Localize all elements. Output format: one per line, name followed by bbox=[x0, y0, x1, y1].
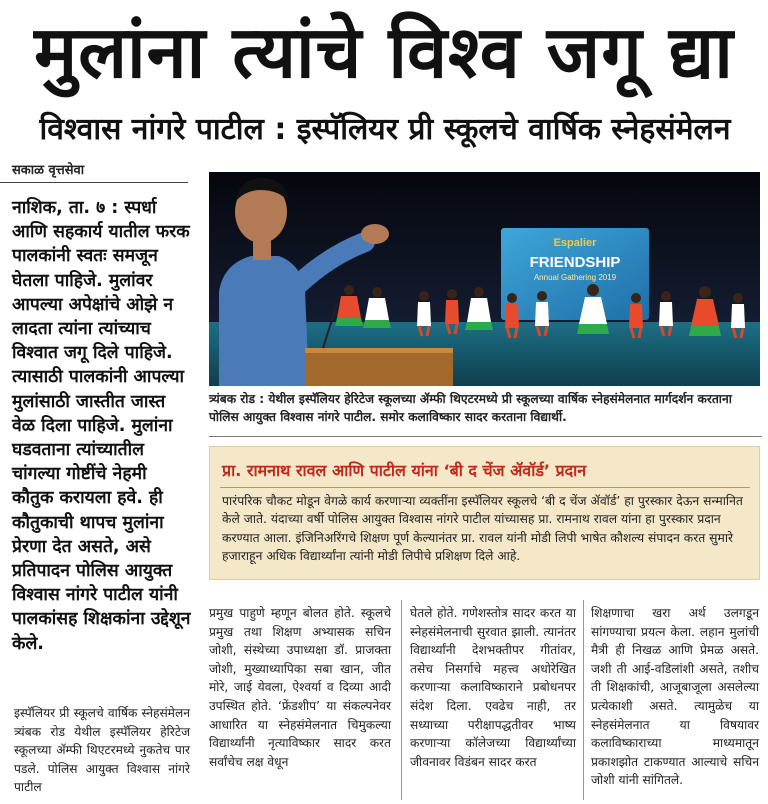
award-box bbox=[209, 446, 760, 580]
banner-logo: Espalier bbox=[553, 237, 597, 249]
award-box-text: पारंपरिक चौकट मोडून वेगळे कार्य करणाऱ्या व्यक्तींना इस्पॅलियर स्कूलचे ‘बी द चेंज ॲवॉर्ड’ हा पुरस्कार देऊन सन्मानित केले जाते. यंदाच्या वर्षी पोलिस आयुक्त विश्‍वास नांगरे पाटील यांच्यासह प्रा. रामनाथ रावल यांना हा पुरस्कार प्रदान करण्यात आला. इंजिनिअरिंगचे शिक्षण पूर्ण केल्यानंतर प्रा. रावल यांनी मोडी लिपी भाषेत कौशल्य संपादन करत सुमारे हजाराहून अधिक विद्यार्थ्यांना त्यांनी मोडी लिपीचे प्रशिक्षण दिले आहे. bbox=[222, 494, 743, 564]
event-photo-illustration bbox=[209, 172, 760, 386]
lead-paragraph: नाशिक, ता. ७ : स्पर्धा आणि सहकार्य यातील फरक पालकांनी स्वतः समजून घेतला पाहिजे. मुलांवर आपल्या अपेक्षांचे ओझे न लादता त्यांना त्यांच्याच विश्‍वात जगू दिले पाहिजे. त्यासाठी पालकांनी आपल्या मुलांसाठी जास्तीत जास्त वेळ दिला पाहिजे. मुलांना घडवताना त्यांच्यातील चांगल्या गोष्टींचे नेहमी कौतुक करायला हवे. ही कौतुकाची थापच मुलांना प्रेरणा देत असते, असे प्रतिपादन पोलिस आयुक्त विश्‍वास नांगरे पाटील यांनी पालकांसह शिक्षकांना उद्देशून केले. bbox=[12, 198, 191, 654]
award-box-rule bbox=[220, 487, 750, 488]
body-column-4: शिक्षणाचा खरा अर्थ उलगडून सांगण्याचा प्रयत्न केला. लहान मुलांची मैत्री ही निखळ आणि प्रेमळ असते. जशी ती आई-वडिलांशी असते, तशीच ती शिक्षकांची, आजूबाजूला असलेल्या प्रत्येकाशी असते. त्यामुळेच या स्नेहसंमेलनात या विषयावर कलाविष्काराच्या माध्यमातून प्रकाशझोत टाकण्यात आल्याचे सचिन जोशी यांनी सांगितले. bbox=[591, 606, 759, 788]
banner-subtitle: Annual Gathering 2019 bbox=[533, 273, 617, 282]
column-divider-2 bbox=[401, 600, 402, 800]
event-photo bbox=[209, 172, 760, 386]
headline: मुलांना त्यांचे विश्‍व जगू द्या bbox=[34, 10, 734, 94]
banner-title: FRIENDSHIP bbox=[529, 254, 621, 271]
subheadline: विश्‍वास नांगरे पाटील : इस्पॅलियर प्री स्कूलचे वार्षिक स्नेहसंमेलन bbox=[39, 112, 731, 147]
body-column-1: इस्पॅलियर प्री स्कूलचे वार्षिक स्नेहसंमेलन त्र्यंबक रोड येथील इस्पॅलियर हेरिटेज स्कूलच्या ॲम्फी थिएटरमध्ये नुकतेच पार पडले. पोलिस आयुक्त विश्‍वास नांगरे पाटील bbox=[14, 706, 190, 795]
photo-caption: त्र्यंबक रोड : येथील इस्पॅलियर हेरिटेज स्कूलच्या ॲम्फी थिएटरमध्ये प्री स्कूलच्या वार्षिक स्नेहसंमेलनात मार्गदर्शन करताना पोलिस आयुक्त विश्‍वास नांगरे पाटील. समोर कलाविष्कार सादर करताना विद्यार्थी. bbox=[209, 392, 732, 424]
column-divider-3 bbox=[583, 600, 584, 800]
award-box-title: प्रा. रामनाथ रावल आणि पाटील यांना ‘बी द चेंज ॲवॉर्ड’ प्रदान bbox=[222, 461, 587, 480]
caption-rule bbox=[209, 436, 762, 437]
body-column-3: घेतले होते. गणेशस्तोत्र सादर करत या स्नेहसंमेलनाची सुरवात झाली. त्यानंतर विद्यार्थ्यांनी देशभक्तीपर गीतांवर, तसेच निसर्गाचे महत्त्व अधोरेखित करणाऱ्या कलाविष्काराने प्रबोधनपर संदेश दिला. एवढेच नाही, तर सध्याच्या परीक्षापद्धतीवर भाष्य करणाऱ्या कॉलेजच्या विद्यार्थ्यांच्या जीवनावर विडंबन सादर करत bbox=[410, 606, 576, 769]
body-column-2: प्रमुख पाहुणे म्हणून बोलत होते. स्कूलचे प्रमुख तथा शिक्षण अभ्यासक सचिन जोशी, संस्थेच्या उपाध्यक्षा डॉ. प्राजक्ता जोशी, मुख्याध्यापिका सबा खान, जीत मोरे, जाई येवला, ऐश्‍वर्या व दिव्या आदी उपस्थित होते. ‘फ्रेंडशीप’ या संकल्पनेवर आधारित या स्नेहसंमेलनात चिमुकल्या विद्यार्थ्यांनी नृत्याविष्कार सादर करत सर्वांचेच लक्ष वेधून bbox=[209, 606, 391, 769]
byline-rule bbox=[0, 182, 188, 183]
byline: सकाळ वृत्तसेवा bbox=[12, 163, 85, 178]
